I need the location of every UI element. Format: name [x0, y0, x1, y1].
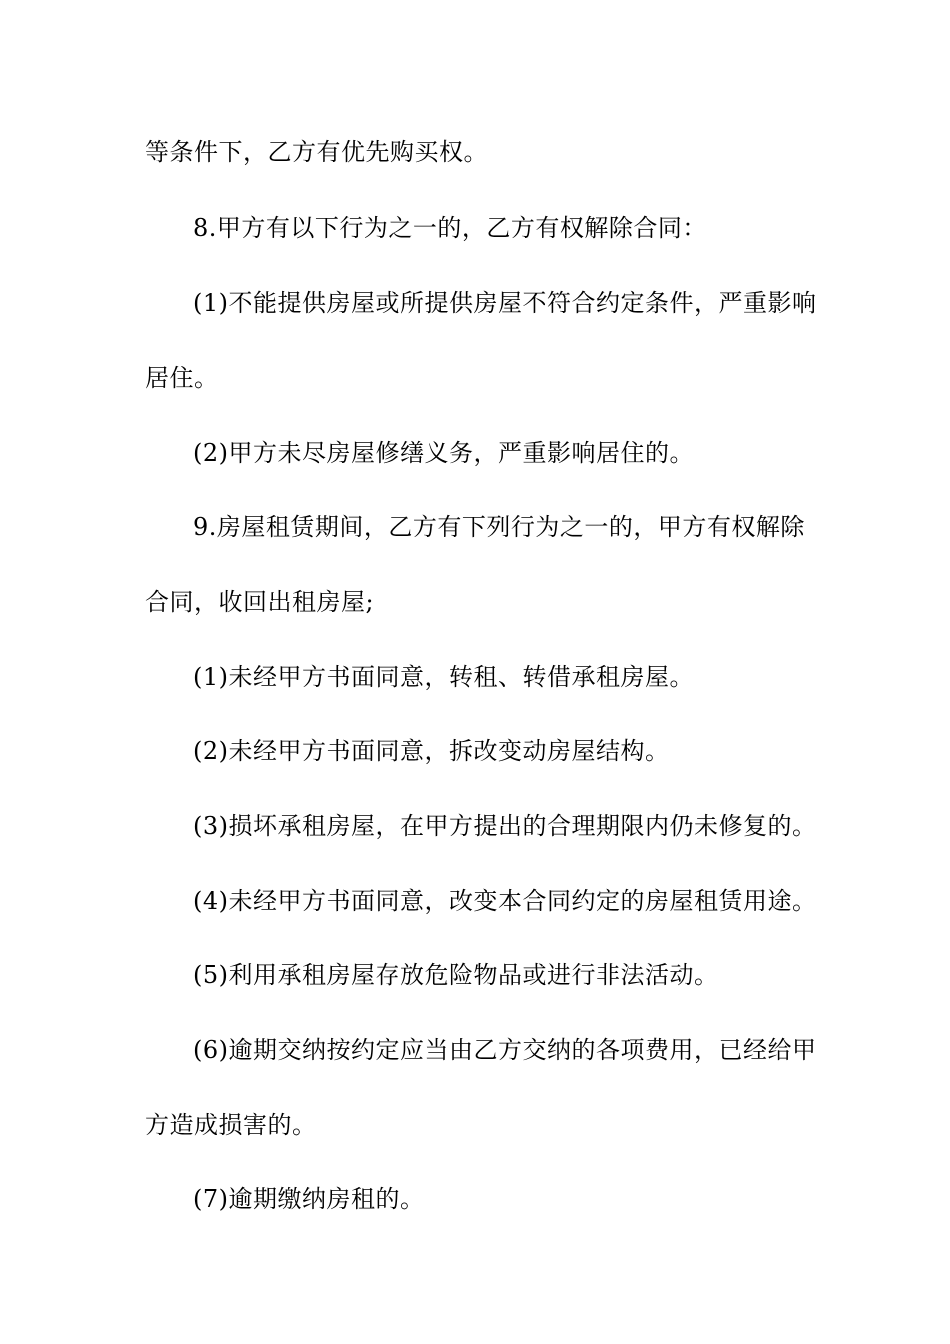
text-line: (1)未经甲方书面同意，转租、转借承租房屋。 [193, 663, 694, 691]
text-line: (1)不能提供房屋或所提供房屋不符合约定条件，严重影响 [193, 289, 817, 317]
text-line: 居住。 [145, 364, 219, 392]
text-line: 合同，收回出租房屋; [145, 588, 375, 616]
text-line: 9.房屋租赁期间，乙方有下列行为之一的，甲方有权解除 [193, 513, 805, 541]
text-line: (7)逾期缴纳房租的。 [193, 1185, 425, 1213]
text-line: 8.甲方有以下行为之一的，乙方有权解除合同： [193, 214, 707, 242]
text-line: 等条件下，乙方有优先购买权。 [145, 138, 488, 166]
text-line: (3)损坏承租房屋，在甲方提出的合理期限内仍未修复的。 [193, 812, 817, 840]
text-line: (6)逾期交纳按约定应当由乙方交纳的各项费用，已经给甲 [193, 1036, 817, 1064]
text-line: (2)未经甲方书面同意，拆改变动房屋结构。 [193, 737, 670, 765]
text-line: 方造成损害的。 [145, 1111, 317, 1139]
text-line: (4)未经甲方书面同意，改变本合同约定的房屋租赁用途。 [193, 887, 817, 915]
text-line: (5)利用承租房屋存放危险物品或进行非法活动。 [193, 961, 719, 989]
text-line: (2)甲方未尽房屋修缮义务，严重影响居住的。 [193, 439, 694, 467]
